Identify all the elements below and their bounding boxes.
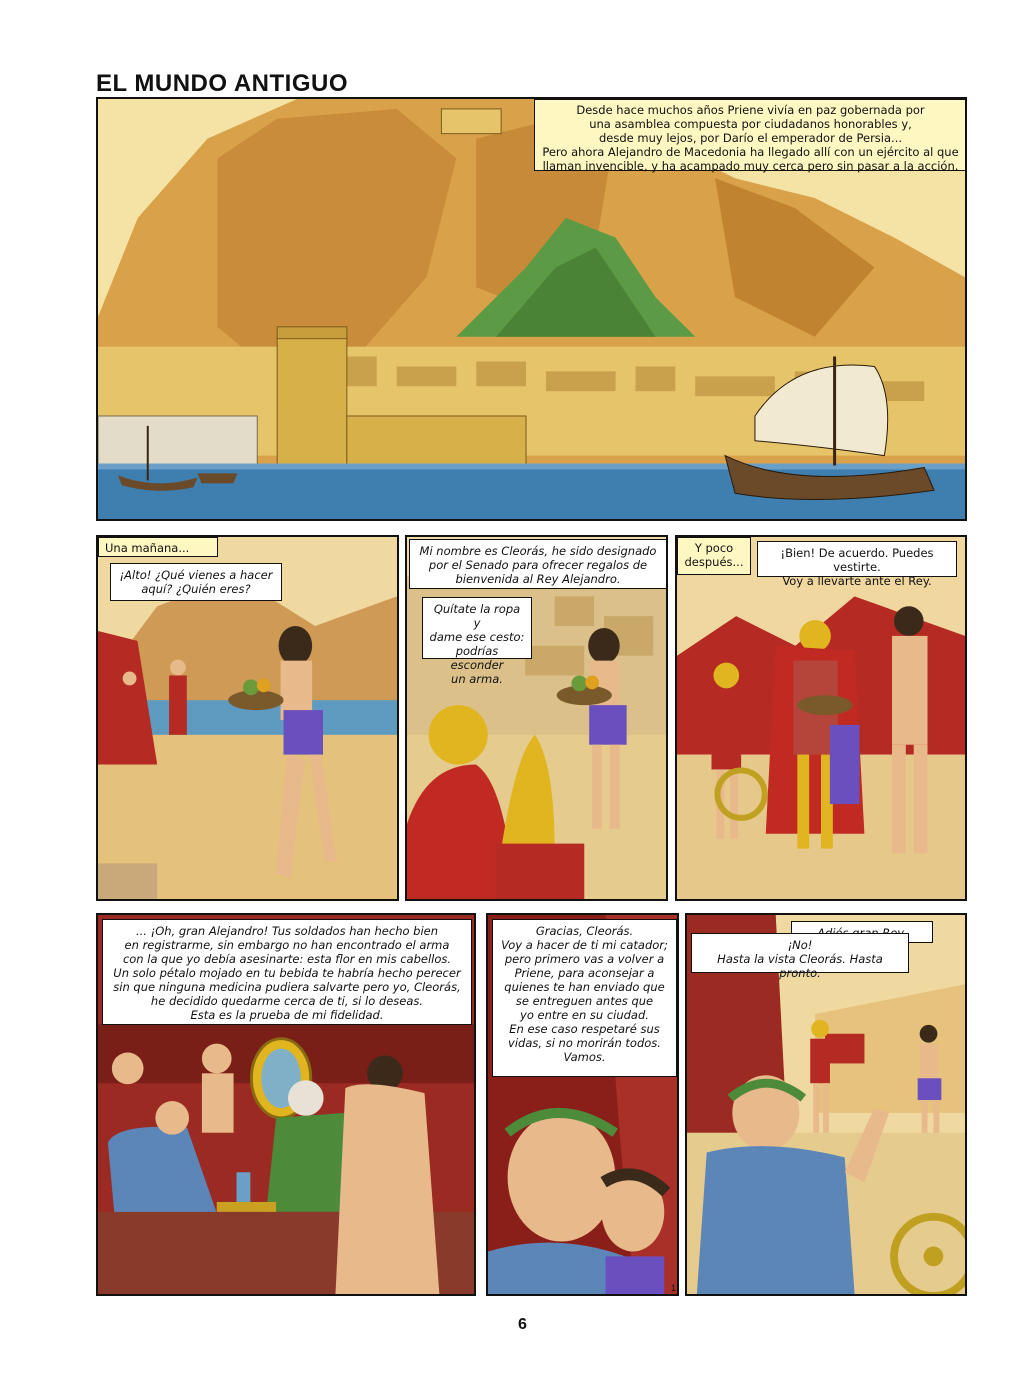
speech-balloon-cleoras: Mi nombre es Cleorás, he sido designado por el Senado para ofrecer regalos de bienvenida al Rey Alejandro. xyxy=(409,539,667,589)
speech-balloon-cleoras: ... ¡Oh, gran Alejandro! Tus soldados han hecho bien en registrarme, sin embargo no han encontrado el arma con la que yo debía asesinarte: esta flor en mis cabellos. Un solo pétalo mojado en tu bebida te habría hecho perecer sin que ninguna medicina pudiera salvarte pero yo, Cleorás, he decidido quedarme cerca de ti, si lo deseas. Esta es la prueba de mi fidelidad. xyxy=(102,919,472,1025)
panel-alexander-reply xyxy=(486,913,679,1296)
speech-balloon-alexander: Gracias, Cleorás. Voy a hacer de ti mi catador; pero primero vas a volver a Priene, para aconsejar a quienes te han enviado que se entreguen antes que yo entre en su ciudad. En ese caso respetaré sus vidas, si no morirán todos. Vamos. xyxy=(492,919,677,1077)
speech-balloon-alexander: ¡No! Hasta la vista Cleorás. Hasta pronto. xyxy=(691,933,909,973)
panel-priene-panorama xyxy=(96,97,967,521)
narration-caption: Una mañana... xyxy=(98,537,218,557)
narration-caption: Y poco después... xyxy=(677,537,751,575)
approval-scene-illustration xyxy=(677,537,965,899)
speech-balloon-guard: ¡Alto! ¿Qué vienes a hacer aquí? ¿Quién eres? xyxy=(110,563,282,601)
panel-farewell xyxy=(685,913,967,1296)
cleoras-scene-illustration xyxy=(407,537,666,899)
panel-approval xyxy=(675,535,967,901)
speech-balloon-officer: ¡Bien! De acuerdo. Puedes vestirte. Voy a llevarte ante el Rey. xyxy=(757,541,957,577)
strip-number: 1 xyxy=(671,1283,677,1293)
page-number: 6 xyxy=(518,1316,527,1333)
page-title: EL MUNDO ANTIGUO xyxy=(96,70,348,97)
panel-confession xyxy=(96,913,476,1296)
speech-balloon-guard: Quítate la ropa y dame ese cesto: podrías esconder un arma. xyxy=(422,597,532,659)
narration-caption: Desde hace muchos años Priene vivía en paz gobernada por una asamblea compuesta por ciudadanos honorables y, desde muy lejos, por Darío el emperador de Persia... Pero ahora Alejandro de Macedonia ha llegado allí con un ejército al que llaman invencible, y ha acampado muy cerca pero sin pasar a la acción. xyxy=(534,99,967,171)
panel-cleoras-introduction xyxy=(405,535,668,901)
panel-guard-stop xyxy=(96,535,399,901)
